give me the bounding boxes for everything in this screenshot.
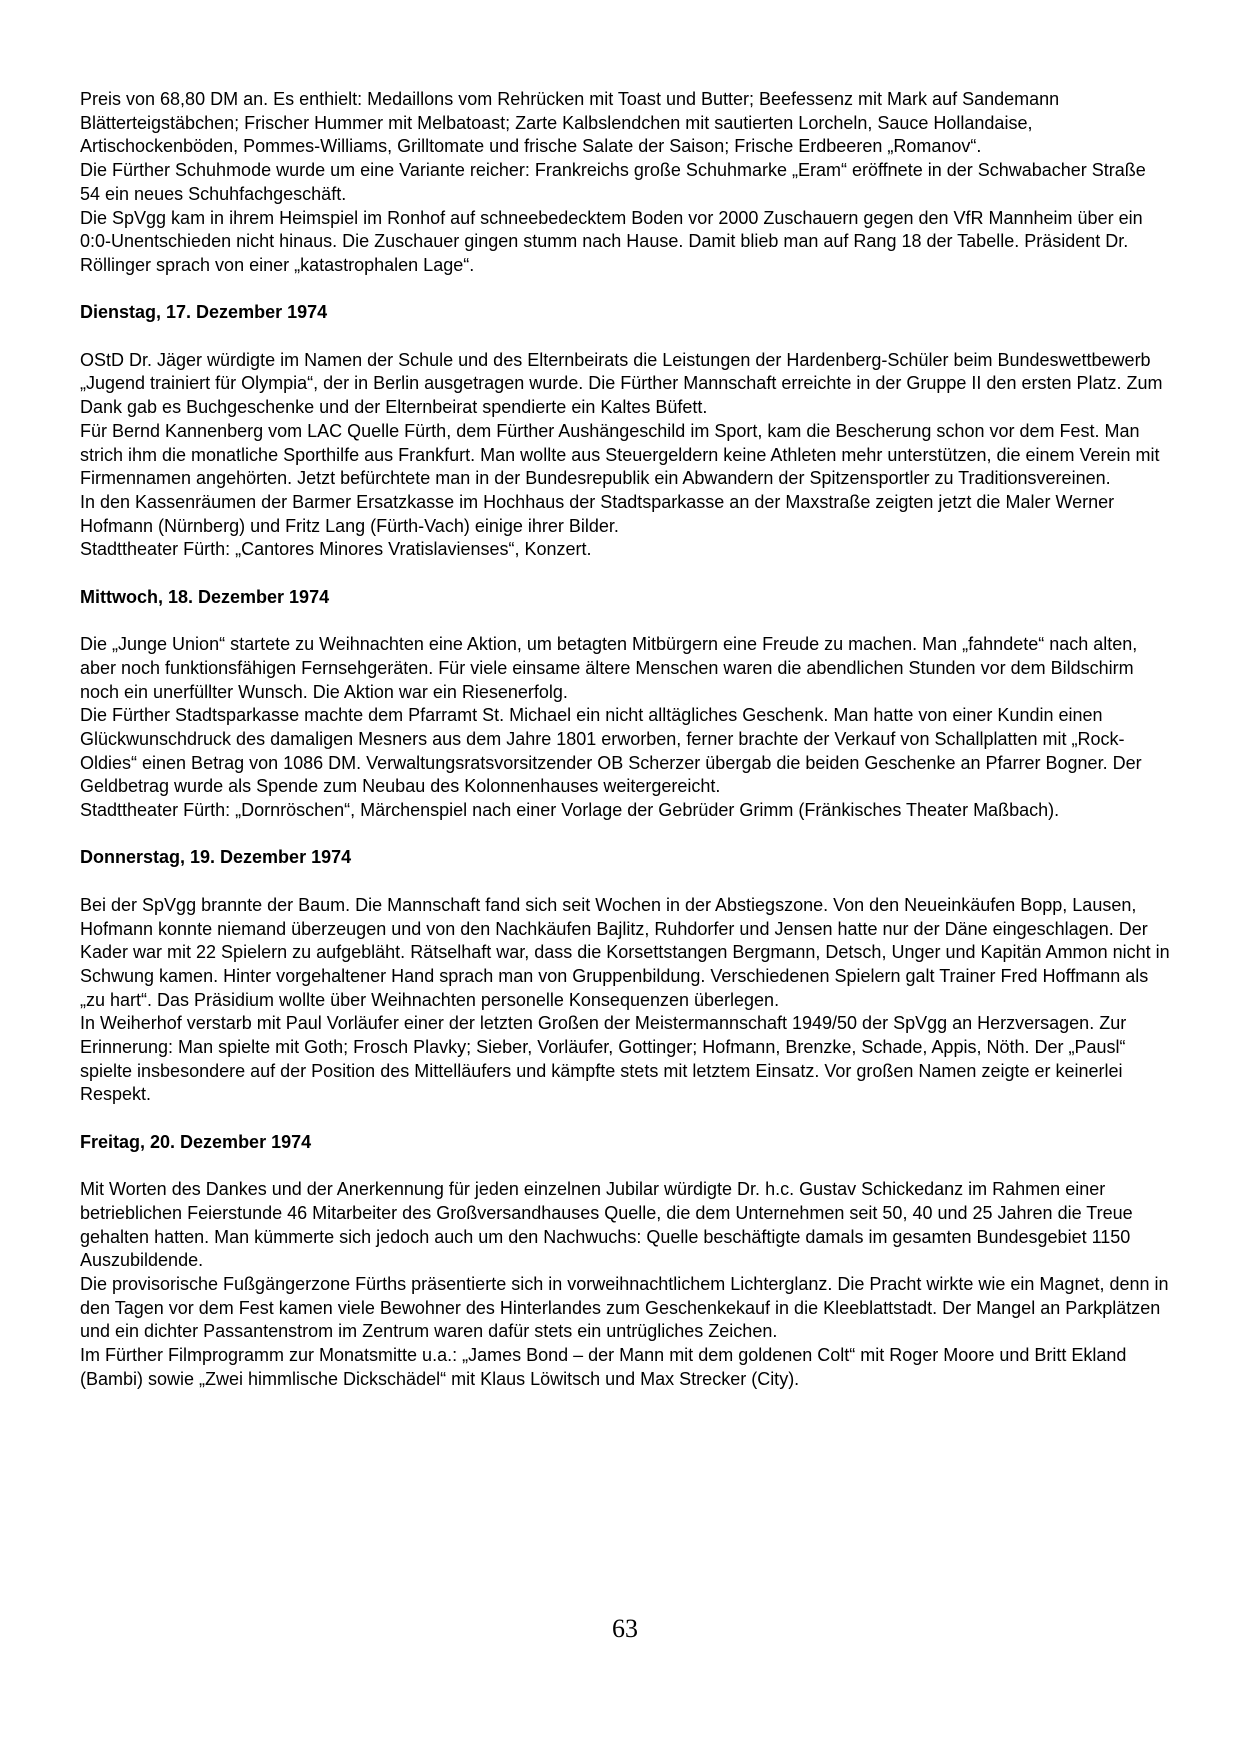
paragraph-barmer-ersatzkasse: In den Kassenräumen der Barmer Ersatzkasse im Hochhaus der Stadtsparkasse an der Maxstraße zeigten jetzt die Maler Werner Hofmann (Nürnberg) und Fritz Lang (Fürth-Vach) einige ihrer Bilder. (80, 491, 1115, 536)
paragraph-quelle-jubilare: Mit Worten des Dankes und der Anerkennung für jeden einzelnen Jubilar würdigte Dr. h.c. Gustav Schickedanz im Rahmen einer betrieblichen Feierstunde 46 Mitarbeiter des Großversandhauses Quelle, die dem Unternehmen seit 50, 40 und 25 Jahren die Treue gehalten hatten. Man kümmerte sich jedoch auch um den Nachwuchs: Quelle beschäftigte damals im gesamten Bundesgebiet 1150 Auszubildende. (80, 1179, 1133, 1271)
paragraph-stadtsparkasse-geschenk: Die Fürther Stadtsparkasse machte dem Pfarramt St. Michael ein nicht alltägliches Geschenk. Man hatte von einer Kundin einen Glückwunschdruck des damaligen Mesners aus dem Jahre 1801 erworben, ferner brachte der Verkauf von Schallplatten mit „Rock-Oldies“ einen Betrag von 1086 DM. Verwaltungsratsvorsitzender OB Scherzer übergab die beiden Geschenke an Pfarrer Bogner. Der Geldbetrag wurde als Spende zum Neubau des Kolonnenhauses weitergereicht. (80, 705, 1142, 797)
heading-dienstag-17-dezember-1974: Dienstag, 17. Dezember 1974 (80, 302, 328, 323)
paragraph-banquet-menu: Preis von 68,80 DM an. Es enthielt: Medaillons vom Rehrücken mit Toast und Butter; Beefessenz mit Mark auf Sandemann Blätterteigstäbchen; Frischer Hummer mit Melbatoast; Zarte Kalbslendchen mit sautierten Lorcheln, Sauce Hollandaise, Artischockenböden, Pommes-Williams, Grilltomate und frische Salate der Saison; Frische Erdbeeren „Romanov“. (80, 89, 1060, 157)
paragraph-schuhmode: Die Fürther Schuhmode wurde um eine Variante reicher: Frankreichs große Schuhmarke „Eram“ eröffnete in der Schwabacher Straße 54 ein neues Schuhfachgeschäft. (80, 160, 1146, 204)
page-footer (80, 1614, 1170, 1644)
paragraph-bernd-kannenberg: Für Bernd Kannenberg vom LAC Quelle Fürth, dem Fürther Aushängeschild im Sport, kam die Bescherung schon vor dem Fest. Man strich ihm die monatliche Sporthilfe aus Frankfurt. Man wollte aus Steuergeldern keine Athleten mehr unterstützen, die einem Verein mit Firmennamen angehörten. Jetzt befürchtete man in der Bundesrepublik ein Abwandern der Spitzensportler zu Traditionsvereinen. (80, 420, 1160, 489)
page-number: 63 (612, 1614, 638, 1643)
heading-donnerstag-19-dezember-1974: Donnerstag, 19. Dezember 1974 (80, 847, 352, 868)
paragraph-hardenberg-schueler: OStD Dr. Jäger würdigte im Namen der Schule und des Elternbeirats die Leistungen der Hardenberg-Schüler beim Bundeswettbewerb „Jugend trainiert für Olympia“, der in Berlin ausgetragen wurde. Die Fürther Mannschaft erreichte in der Gruppe II den ersten Platz. Zum Dank gab es Buchgeschenke und der Elternbeirat spendierte ein Kaltes Büfett. (80, 349, 1163, 418)
document-content (80, 88, 1170, 1392)
paragraph-stadttheater-dornroeschen: Stadttheater Fürth: „Dornröschen“, Märchenspiel nach einer Vorlage der Gebrüder Grimm (Fränkisches Theater Maßbach). (80, 800, 1060, 821)
paragraph-stadttheater-cantores: Stadttheater Fürth: „Cantores Minores Vratislavienses“, Konzert. (80, 539, 592, 560)
paragraph-spvgg-krise: Bei der SpVgg brannte der Baum. Die Mannschaft fand sich seit Wochen in der Abstiegszone. Von den Neueinkäufen Bopp, Lausen, Hofmann konnte niemand überzeugen und von den Nachkäufen Bajlitz, Ruhdorfer und Jensen hatte nur der Däne eingeschlagen. Der Kader war mit 22 Spielern zu aufgebläht. Rätselhaft war, dass die Korsettstangen Bergmann, Detsch, Unger und Kapitän Ammon nicht in Schwung kamen. Hinter vorgehaltener Hand sprach man von Gruppenbildung. Verschiedenen Spielern galt Trainer Fred Hoffmann als „zu hart“. Das Präsidium wollte über Weihnachten personelle Konsequenzen überlegen. (80, 894, 1170, 1010)
paragraph-fussgaengerzone: Die provisorische Fußgängerzone Fürths präsentierte sich in vorweihnachtlichem Lichterglanz. Die Pracht wirkte wie ein Magnet, denn in den Tagen vor dem Fest kamen viele Bewohner des Hinterlandes zum Geschenkekauf in die Kleeblattstadt. Der Mangel an Parkplätzen und ein dichter Passantenstrom im Zentrum waren dafür stets ein untrügliches Zeichen. (80, 1274, 1169, 1342)
heading-freitag-20-dezember-1974: Freitag, 20. Dezember 1974 (80, 1131, 312, 1152)
paragraph-spvgg-heimspiel: Die SpVgg kam in ihrem Heimspiel im Ronhof auf schneebedecktem Boden vor 2000 Zuschauern gegen den VfR Mannheim über ein 0:0-Unentschieden nicht hinaus. Die Zuschauer gingen stumm nach Hause. Damit blieb man auf Rang 18 der Tabelle. Präsident Dr. Röllinger sprach von einer „katastrophalen Lage“. (80, 207, 1143, 275)
paragraph-filmprogramm: Im Fürther Filmprogramm zur Monatsmitte u.a.: „James Bond – der Mann mit dem goldenen Colt“ mit Roger Moore und Britt Ekland (Bambi) sowie „Zwei himmlische Dickschädel“ mit Klaus Löwitsch und Max Strecker (City). (80, 1345, 1127, 1389)
paragraph-junge-union: Die „Junge Union“ startete zu Weihnachten eine Aktion, um betagten Mitbürgern eine Freude zu machen. Man „fahndete“ nach alten, aber noch funktionsfähigen Fernsehgeräten. Für viele einsame ältere Menschen waren die abendlichen Stunden vor dem Bildschirm noch ein unerfüllter Wunsch. Die Aktion war ein Riesenerfolg. (80, 634, 1138, 702)
paragraph-paul-vorlaeufer: In Weiherhof verstarb mit Paul Vorläufer einer der letzten Großen der Meistermannschaft 1949/50 der SpVgg an Herzversagen. Zur Erinnerung: Man spielte mit Goth; Frosch Plavky; Sieber, Vorläufer, Gottinger; Hofmann, Brenzke, Schade, Appis, Nöth. Der „Pausl“ spielte insbesondere auf der Position des Mittelläufers und kämpfte stets mit letztem Einsatz. Vor großen Namen zeigte er keinerlei Respekt. (80, 1013, 1127, 1105)
heading-mittwoch-18-dezember-1974: Mittwoch, 18. Dezember 1974 (80, 586, 330, 607)
